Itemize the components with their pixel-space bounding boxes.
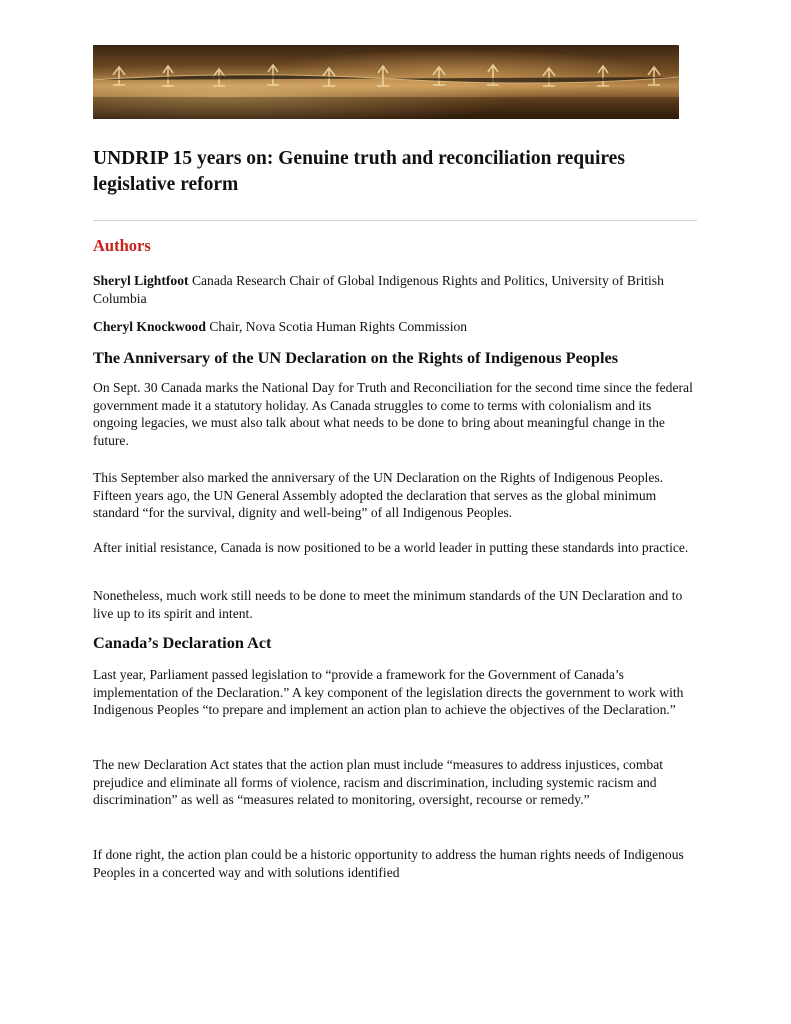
title-divider [93,220,697,221]
section-heading: The Anniversary of the UN Declaration on the Rights of Indigenous Peoples [93,348,619,367]
author-name: Sheryl Lightfoot [93,273,189,288]
body-paragraph: The new Declaration Act states that the action plan must include “measures to address injustices, combat prejudice and eliminate all forms of violence, racism and discrimination, including systemic racism and discrimination” as well as “measures related to monitoring, oversight, recourse or remedy.” [93,757,664,807]
body-paragraph: On Sept. 30 Canada marks the National Day for Truth and Reconciliation for the second time since the federal government made it a statutory holiday. As Canada struggles to come to terms with colonialism and its ongoing legacies, we must also talk about what needs to be done to bring about meaningful change in the future. [93,380,693,448]
article-title: UNDRIP 15 years on: Genuine truth and reconciliation requires legislative reform [93,148,625,195]
authors-heading: Authors [93,236,151,255]
body-paragraph: This September also marked the anniversary of the UN Declaration on the Rights of Indigenous Peoples. Fifteen years ago, the UN General Assembly adopted the declaration that serves as the global minimum standard “for the survival, dignity and well-being” of all Indigenous Peoples. [93,470,664,520]
body-paragraph: Last year, Parliament passed legislation to “provide a framework for the Government of Canada’s implementation of the Declaration.” A key component of the legislation directs the government to work with Indigenous Peoples “to prepare and implement an action plan to achieve the objectives of the Declaration.” [93,667,684,717]
body-paragraph: If done right, the action plan could be a historic opportunity to address the human rights needs of Indigenous Peoples in a concerted way and with solutions identified [93,847,684,880]
section-heading: Canada’s Declaration Act [93,633,272,652]
body-paragraph: Nonetheless, much work still needs to be done to meet the minimum standards of the UN Declaration and to live up to its spirit and intent. [93,588,683,621]
author-entry [93,272,699,307]
body-paragraph: After initial resistance, Canada is now positioned to be a world leader in putting these standards into practice. [93,540,689,555]
author-role: Chair, Nova Scotia Human Rights Commission [209,319,468,334]
author-role: Canada Research Chair of Global Indigenous Rights and Politics, University of British Columbia [93,273,664,306]
header-banner-image [93,45,679,119]
author-name: Cheryl Knockwood [93,319,206,334]
author-entry [93,318,699,336]
banner-figures-artwork [93,45,679,119]
